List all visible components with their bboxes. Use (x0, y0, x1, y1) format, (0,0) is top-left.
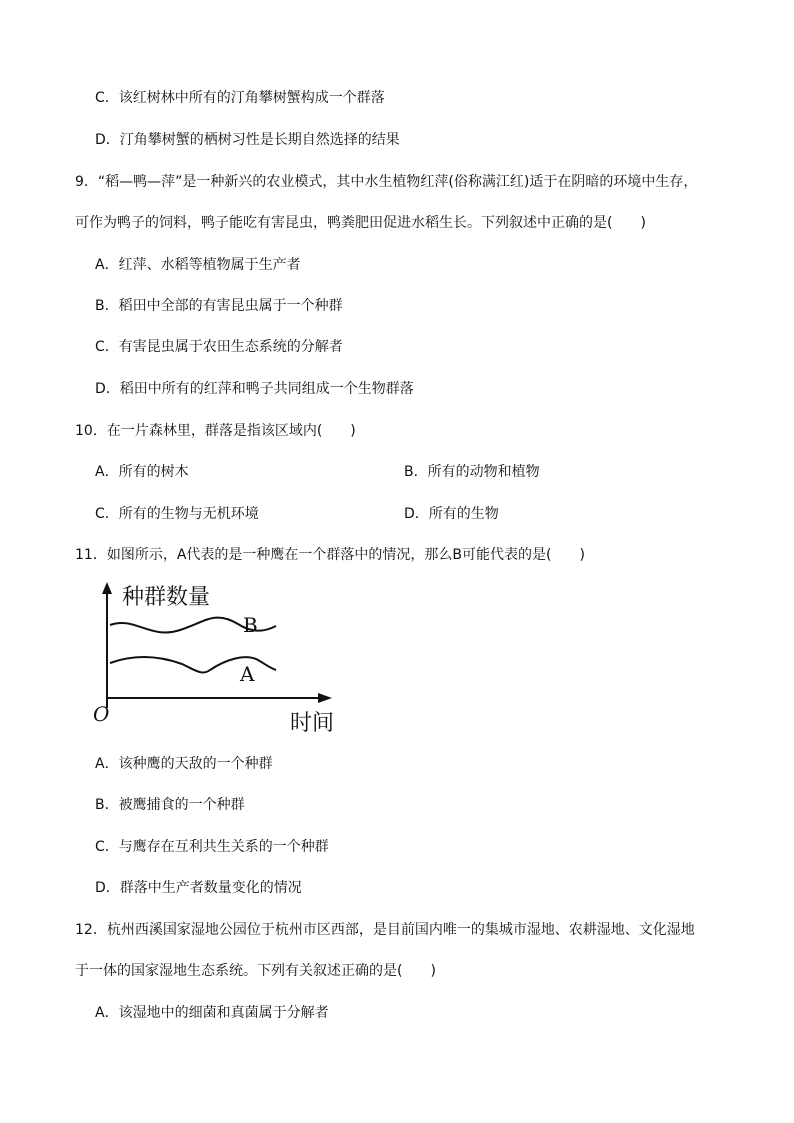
q11-option-c: C．与鹰存在互利共生关系的一个种群 (95, 839, 329, 855)
q12-option-a: A．该湿地中的细菌和真菌属于分解者 (95, 1005, 329, 1021)
q9-stem-line2: 可作为鸭子的饲料，鸭子能吃有害昆虫，鸭粪肥田促进水稻生长。下列叙述中正确的是( ) (75, 215, 646, 231)
q10-option-c: C．所有的生物与无机环境 (95, 506, 259, 522)
q10-option-a: A．所有的树木 (95, 464, 189, 480)
q11-option-a: A．该种鹰的天敌的一个种群 (95, 756, 273, 772)
y-axis-label: 种群数量 (122, 585, 211, 610)
curve-b-label: B (243, 613, 258, 637)
q11-option-b: B．被鹰捕食的一个种群 (95, 797, 245, 813)
q12-stem-line1: 12．杭州西溪国家湿地公园位于杭州市区西部，是目前国内唯一的集城市湿地、农耕湿地、文化湿地 (75, 922, 695, 938)
q11-option-d: D．群落中生产者数量变化的情况 (95, 880, 302, 896)
q10-stem: 10．在一片森林里，群落是指该区域内( ) (75, 423, 356, 439)
q9-option-d: D．稻田中所有的红萍和鸭子共同组成一个生物群落 (95, 381, 414, 397)
q9-option-c: C．有害昆虫属于农田生态系统的分解者 (95, 339, 343, 355)
population-graph-figure (90, 578, 340, 736)
q12-stem-line2: 于一体的国家湿地生态系统。下列有关叙述正确的是( ) (75, 963, 436, 979)
x-axis-label: 时间 (290, 711, 335, 736)
q10-option-b: B．所有的动物和植物 (404, 464, 540, 480)
q8-option-c: C．该红树林中所有的汀角攀树蟹构成一个群落 (95, 90, 385, 106)
y-axis-arrow-icon (102, 582, 112, 594)
q11-stem: 11．如图所示，A代表的是一种鹰在一个群落中的情况，那么B可能代表的是( ) (75, 547, 585, 563)
q10-option-d: D．所有的生物 (404, 506, 499, 522)
q9-option-a: A．红萍、水稻等植物属于生产者 (95, 257, 301, 273)
x-axis-arrow-icon (318, 693, 332, 703)
curve-a-label: A (240, 662, 255, 686)
q8-option-d: D．汀角攀树蟹的栖树习性是长期自然选择的结果 (95, 132, 400, 148)
q9-stem-line1: 9．“稻—鸭—萍”是一种新兴的农业模式，其中水生植物红萍(俗称满江红)适于在阴暗的环境中生存， (75, 174, 698, 190)
q9-option-b: B．稻田中全部的有害昆虫属于一个种群 (95, 298, 343, 314)
origin-label: O (93, 702, 110, 726)
